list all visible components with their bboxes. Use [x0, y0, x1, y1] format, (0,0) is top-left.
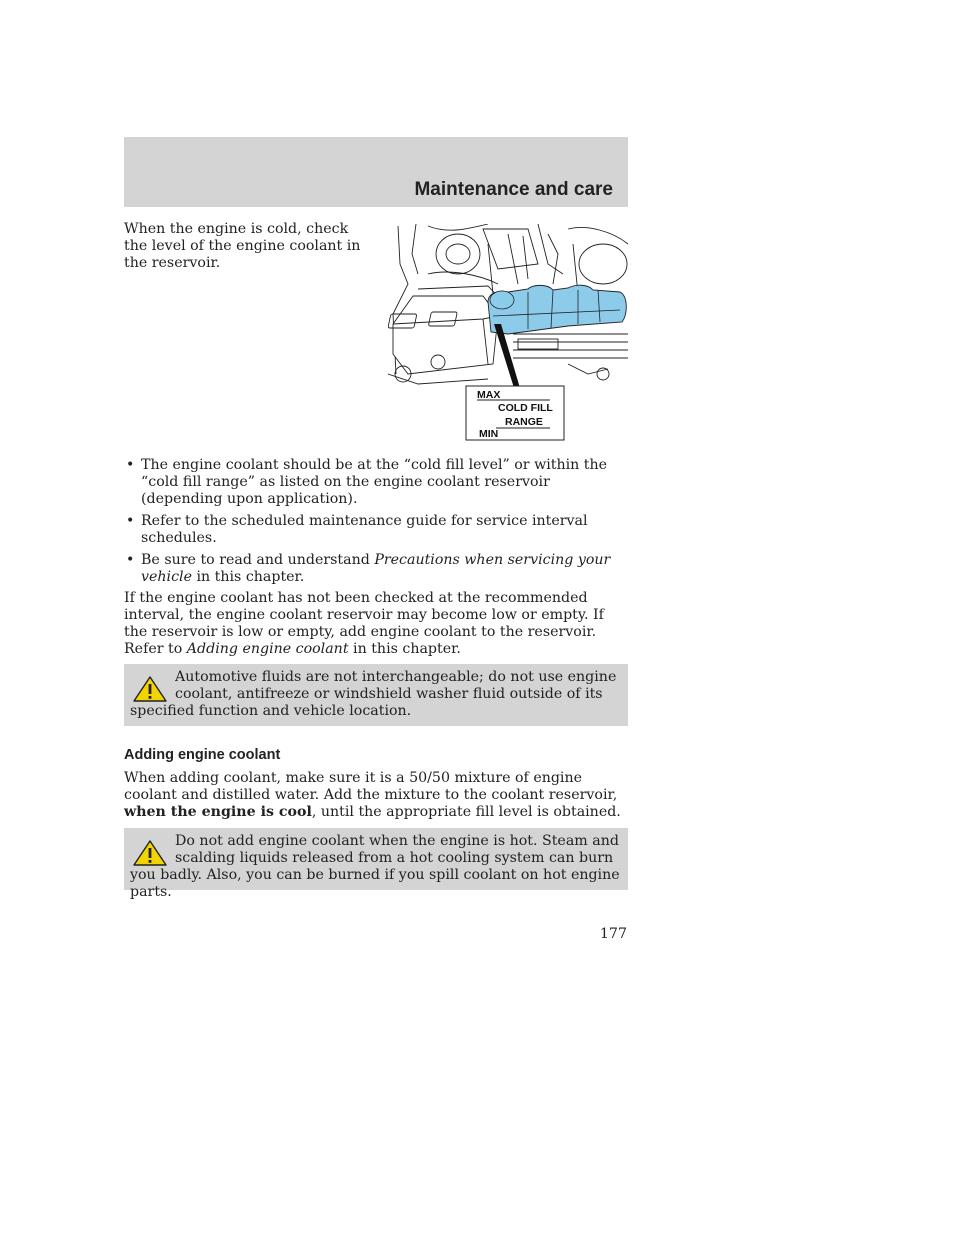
cross-reference: Precautions when servicing your vehicle	[141, 552, 611, 585]
bullet-list	[124, 457, 630, 591]
emphasis: when the engine is cool	[124, 804, 312, 820]
warning-box: Automotive fluids are not interchangeable; do not use engine coolant, antifreeze or windshield washer fluid outside of its specified function and vehicle location.	[124, 664, 628, 726]
intro-text: When the engine is cold, check the level of the engine coolant in the reservoir.	[124, 221, 361, 271]
label-min: MIN	[479, 428, 499, 440]
warning-triangle-icon	[132, 839, 168, 867]
bullet-icon: •	[126, 552, 135, 568]
section-heading: Adding engine coolant	[124, 747, 281, 763]
bullet-icon: •	[126, 457, 135, 473]
bullet-icon: •	[126, 513, 135, 529]
page-number: 177	[599, 926, 627, 942]
header-band	[124, 137, 628, 207]
coolant-check-paragraph: If the engine coolant has not been checked at the recommended interval, the engine coolant reservoir may become low or empty. If the reservoir is low or empty, add engine coolant to the reservoir. Refer to Adding engine coolant in this chapter.	[124, 590, 604, 657]
list-item: • The engine coolant should be at the “cold fill level” or within the “cold fill range” as listed on the engine coolant reservoir (depending upon application).	[126, 457, 608, 507]
adding-coolant-paragraph: When adding coolant, make sure it is a 50/50 mixture of engine coolant and distilled water. Add the mixture to the coolant reservoir, when the engine is cool, until the appropriate fill level is obtained.	[124, 770, 621, 820]
list-item: • Be sure to read and understand Precautions when servicing your vehicle in this chapter.	[126, 552, 611, 585]
list-item: • Refer to the scheduled maintenance guide for service interval schedules.	[126, 513, 588, 546]
warning-box: Do not add engine coolant when the engine is hot. Steam and scalding liquids released from a hot cooling system can burn you badly. Also, you can be burned if you spill coolant on hot engine parts.	[124, 828, 628, 890]
page-title: Maintenance and care	[414, 179, 613, 200]
engine-coolant-reservoir-illustration	[388, 224, 628, 442]
cross-reference: Adding engine coolant	[186, 641, 349, 657]
label-cold-fill: COLD FILL	[498, 402, 553, 414]
warning-triangle-icon	[132, 675, 168, 703]
label-max: MAX	[477, 389, 501, 401]
label-range: RANGE	[505, 416, 543, 428]
